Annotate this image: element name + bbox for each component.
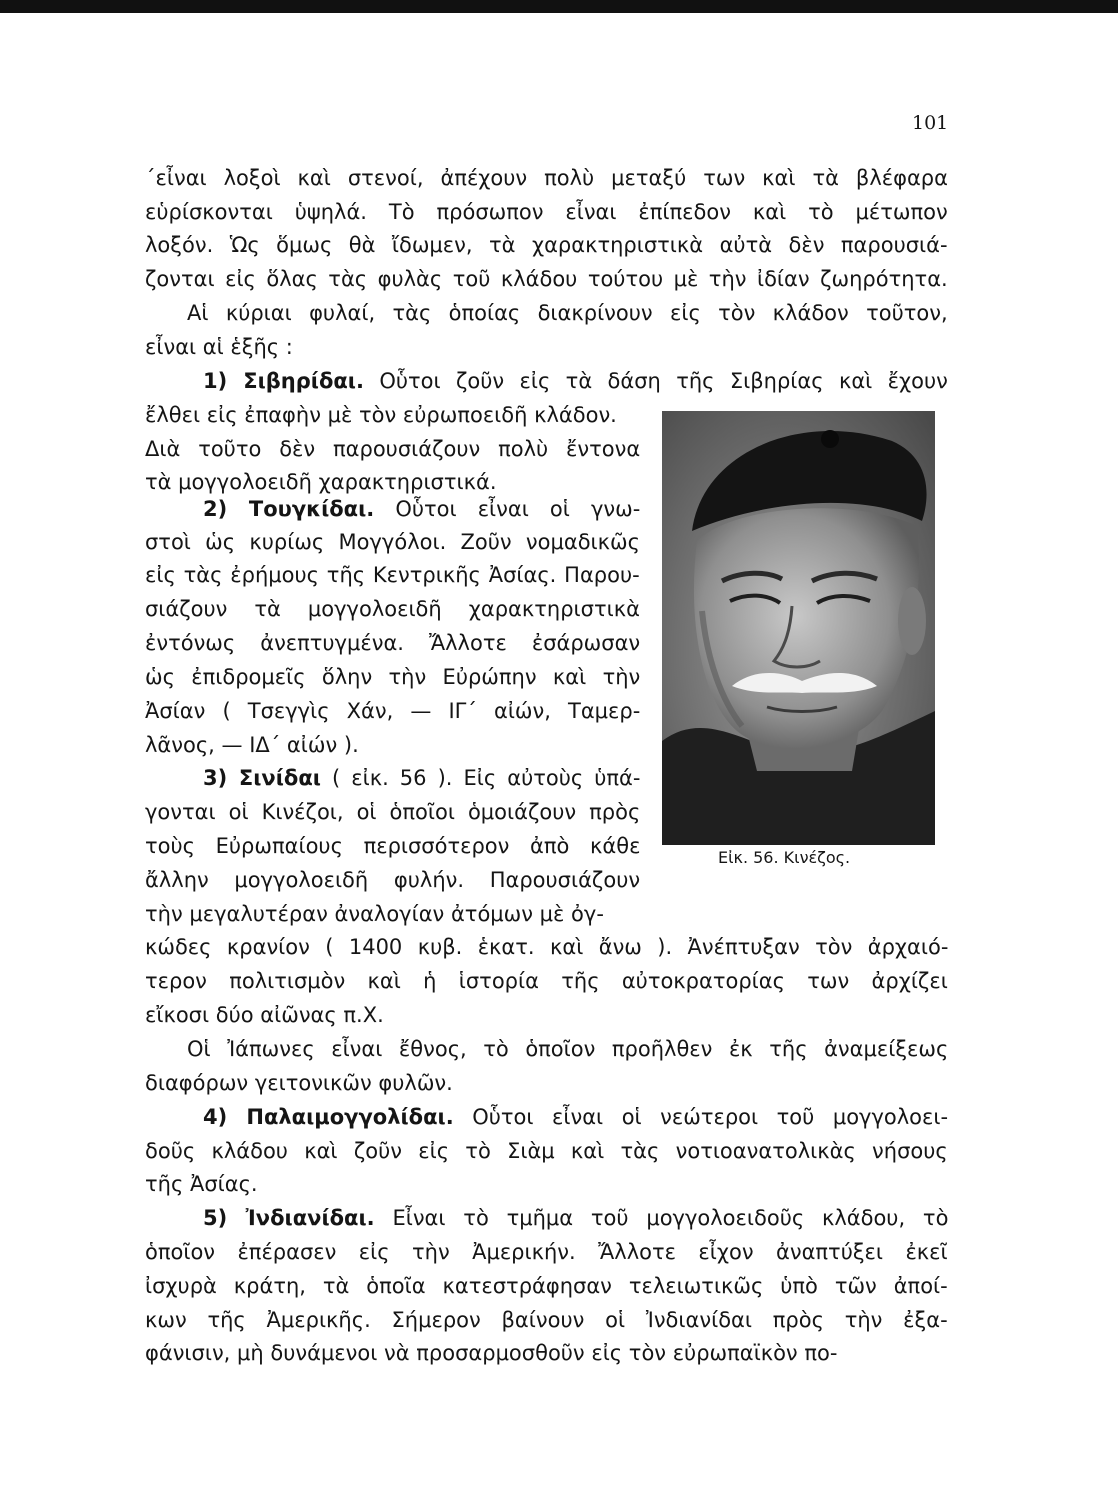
text-run: ὁποῖον ἐπέρασεν εἰς τὴν Ἀμερικήν. Ἄλλοτε εἶχον ἀναπτύξει ἐκεῖ [145,1240,948,1264]
text-line [145,227,948,263]
text-run: διαφόρων γειτονικῶν φυλῶν. [145,1071,453,1095]
text-line [145,760,640,796]
text-line [145,625,640,661]
text-run: Οὗτοι εἶναι οἱ γνω- [374,497,641,521]
text-line [145,557,640,593]
text-line [145,363,948,399]
text-line [145,194,948,230]
section-heading: 4) Παλαιμογγολίδαι. [203,1105,454,1129]
text-run: φάνισιν, μὴ δυνάμενοι νὰ προσαρμοσθοῦν εἰς τὸν εὐρωπαϊκὸν πο- [145,1341,838,1365]
text-run: λᾶνος, — ΙΔ΄ αἰών ). [145,733,359,757]
figure-caption: Εἰκ. 56. Κινέζος. [718,848,851,867]
text-line [145,659,640,695]
text-run: ( εἰκ. 56 ). Εἰς αὐτοὺς ὑπά- [320,766,641,790]
text-run: ἄλλην μογγολοειδῆ φυλήν. Παρουσιάζουν [145,868,641,892]
text-line [145,794,640,830]
text-run: Οἱ Ἰάπωνες εἶναι ἔθνος, τὸ ὁποῖον προῆλθεν ἐκ τῆς ἀναμείξεως [187,1037,949,1061]
text-line [145,431,640,467]
text-line [145,896,604,932]
text-line [145,295,948,331]
text-line [145,1166,258,1202]
text-line [145,727,359,763]
text-line [145,329,293,365]
text-run: Διὰ τοῦτο δὲν παρουσιάζουν πολὺ ἔντονα [145,437,641,461]
text-run: κώδες κρανίον ( 1400 κυβ. ἑκατ. καὶ ἄνω ). Ἀνέπτυξαν τὸν ἀρχαιό- [145,935,949,959]
text-line [145,1234,948,1270]
text-run: ὡς ἐπιδρομεῖς ὅλην τὴν Εὐρώπην καὶ τὴν [145,665,641,689]
text-line [145,963,948,999]
text-run: τοὺς Εὐρωπαίους περισσότερον ἀπὸ κάθε [145,834,641,858]
section-heading: 2) Τουγκίδαι. [203,497,375,521]
text-run: γονται οἱ Κινέζοι, οἱ ὁποῖοι ὁμοιάζουν πρὸς [145,800,641,824]
text-run: δοῦς κλάδου καὶ ζοῦν εἰς τὸ Σιὰμ καὶ τὰς νοτιοανατολικὰς νήσους [145,1139,948,1163]
text-line [145,397,617,433]
section-heading: 5) Ἰνδιανίδαι. [203,1206,375,1230]
text-run: ἰσχυρὰ κράτη, τὰ ὁποῖα κατεστράφησαν τελειωτικῶς ὑπὸ τῶν ἀποί- [145,1274,948,1298]
text-run: εἶναι αἱ ἑξῆς : [145,335,293,359]
section-heading: 1) Σιβηρίδαι. [203,369,364,393]
text-run: τερον πολιτισμὸν καὶ ἡ ἱστορία τῆς αὐτοκρατορίας των ἀρχίζει [145,969,948,993]
text-run: εὑρίσκονται ὑψηλά. Τὸ πρόσωπον εἶναι ἐπίπεδον καὶ τὸ μέτωπον [145,200,948,224]
text-line [145,1268,948,1304]
text-run: τὴν μεγαλυτέραν ἀναλογίαν ἀτόμων μὲ ὀγ- [145,902,604,926]
section-heading: 3) Σινίδαι [203,766,321,790]
text-run: κων τῆς Ἀμερικῆς. Σήμερον βαίνουν οἱ Ἰνδιανίδαι πρὸς τὴν ἐξα- [145,1308,948,1332]
text-run: ἐντόνως ἀνεπτυγμένα. Ἄλλοτε ἐσάρωσαν [145,631,641,655]
text-run: ζονται εἰς ὅλας τὰς φυλὰς τοῦ κλάδου τούτου μὲ τὴν ἰδίαν ζωηρότητα. [145,267,948,291]
text-line [145,1335,837,1371]
text-line [145,1065,453,1101]
text-line [145,1099,948,1135]
text-run: τὰ μογγολοειδῆ χαρακτηριστικά. [145,470,497,494]
text-run: εἴκοσι δύο αἰῶνας π.Χ. [145,1003,384,1027]
text-run: Εἶναι τὸ τμῆμα τοῦ μογγολοειδοῦς κλάδου, τὸ [374,1206,949,1230]
text-line [145,1031,948,1067]
text-line [145,160,948,196]
text-run: στοὶ ὡς κυρίως Μογγόλοι. Ζοῦν νομαδικῶς [145,530,640,554]
text-run: Αἱ κύριαι φυλαί, τὰς ὁποίας διακρίνουν εἰς τὸν κλάδον τοῦτον, [187,301,948,325]
text-line [145,524,640,560]
portrait-photo [662,411,935,845]
text-line [145,1133,948,1169]
text-run: Ἀσίαν ( Τσεγγὶς Χάν, — ΙΓ΄ αἰών, Ταμερ- [145,699,641,723]
text-line [145,491,640,527]
text-line [145,261,948,297]
text-line [145,1200,948,1236]
text-line [145,1302,948,1338]
text-line [145,828,640,864]
text-line [145,591,640,627]
text-run: Οὗτοι εἶναι οἱ νεώτεροι τοῦ μογγολοει- [453,1105,949,1129]
text-run: εἰς τὰς ἐρήμους τῆς Κεντρικῆς Ἀσίας. Παρου- [145,563,640,587]
text-run: σιάζουν τὰ μογγολοειδῆ χαρακτηριστικὰ [145,597,640,621]
scan-top-edge [0,0,1118,13]
text-line [145,693,640,729]
text-run: Οὗτοι ζοῦν εἰς τὰ δάση τῆς Σιβηρίας καὶ ἔχουν [363,369,948,393]
text-run: ἔλθει εἰς ἐπαφὴν μὲ τὸν εὐρωποειδῆ κλάδον. [145,403,617,427]
page-number: 101 [912,112,949,134]
text-run: τῆς Ἀσίας. [145,1172,258,1196]
text-run: ΄εἶναι λοξοὶ καὶ στενοί, ἀπέχουν πολὺ μεταξύ των καὶ τὰ βλέφαρα [145,166,948,190]
text-run: λοξόν. Ὡς ὅμως θὰ ἴδωμεν, τὰ χαρακτηριστικὰ αὐτὰ δὲν παρουσιά- [145,233,948,257]
text-line [145,862,640,898]
text-line [145,997,384,1033]
text-line [145,929,948,965]
